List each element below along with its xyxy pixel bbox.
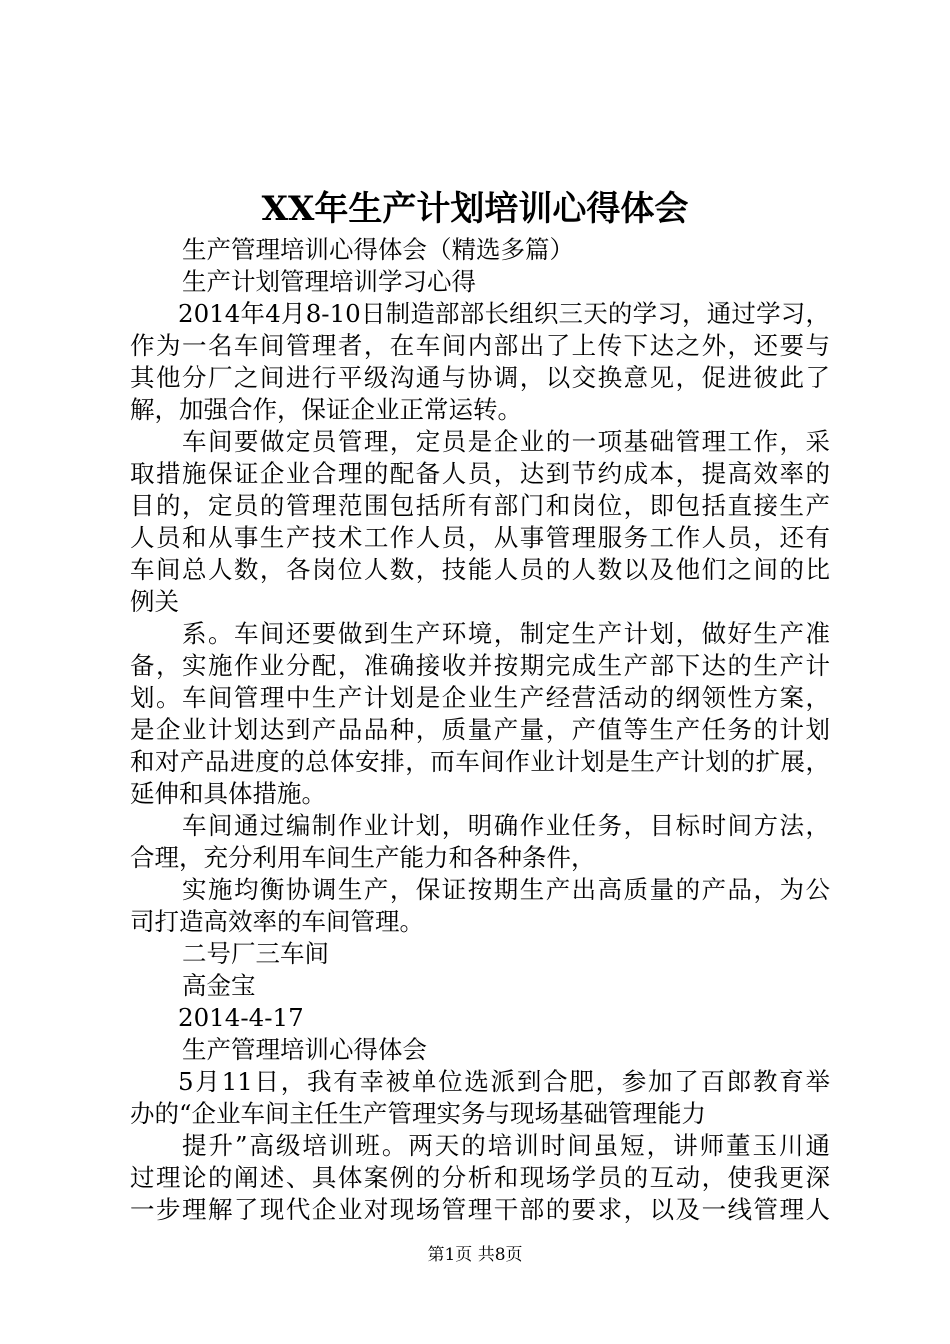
document-title: XX年生产计划培训心得体会 [261,189,689,229]
document-body [130,234,830,1226]
body-line: 一步理解了现代企业对现场管理干部的要求，以及一线管理人 [130,1195,830,1224]
body-line: 过理论的阐述、具体案例的分析和现场学员的互动，使我更深 [130,1163,830,1192]
body-line: 提升”高级培训班。两天的培训时间虽短，讲师董玉川通 [182,1131,830,1160]
body-line: 2014-4-17 [178,1003,304,1032]
body-line: 生产管理培训心得体会 [182,1035,427,1064]
body-line: 人员和从事生产技术工作人员，从事管理服务工作人员，还有 [130,523,830,552]
body-line: 2014年4月8-10日制造部部长组织三天的学习，通过学习， [178,299,830,328]
body-line: 例关 [130,587,179,616]
body-line: 目的，定员的管理范围包括所有部门和岗位，即包括直接生产 [130,491,830,520]
body-line: 其他分厂之间进行平级沟通与协调，以交换意见，促进彼此了 [130,363,830,392]
body-line: 生产管理培训心得体会（精选多篇） [182,235,574,264]
body-line: 车间要做定员管理，定员是企业的一项基础管理工作，采 [182,427,830,456]
body-line: 合理，充分利用车间生产能力和各种条件， [130,843,596,872]
body-line: 是企业计划达到产品品种，质量产量，产值等生产任务的计划 [130,715,830,744]
body-line: 解，加强合作，保证企业正常运转。 [130,395,522,424]
body-line: 取措施保证企业合理的配备人员，达到节约成本，提高效率的 [130,459,830,488]
body-line: 延伸和具体措施。 [130,779,326,808]
body-line: 5月11日，我有幸被单位选派到合肥，参加了百郎教育举 [178,1067,830,1096]
body-line: 高金宝 [182,971,256,1000]
body-line: 系。车间还要做到生产环境，制定生产计划，做好生产准 [182,619,830,648]
body-line: 生产计划管理培训学习心得 [182,267,476,296]
page-footer: 第1页 共8页 [427,1245,523,1265]
body-line: 备，实施作业分配，准确接收并按期完成生产部下达的生产计 [130,651,830,680]
body-line: 司打造高效率的车间管理。 [130,907,424,936]
body-line: 办的“企业车间主任生产管理实务与现场基础管理能力 [130,1099,707,1128]
body-line: 实施均衡协调生产，保证按期生产出高质量的产品，为公 [182,875,830,904]
body-line: 车间总人数，各岗位人数，技能人员的人数以及他们之间的比 [130,555,830,584]
body-line: 车间通过编制作业计划，明确作业任务，目标时间方法， [182,811,830,840]
body-line: 和对产品进度的总体安排，而车间作业计划是生产计划的扩展， [130,747,830,776]
body-line: 二号厂三车间 [182,939,329,968]
body-line: 作为一名车间管理者，在车间内部出了上传下达之外，还要与 [130,331,830,360]
body-line: 划。车间管理中生产计划是企业生产经营活动的纲领性方案， [130,683,830,712]
